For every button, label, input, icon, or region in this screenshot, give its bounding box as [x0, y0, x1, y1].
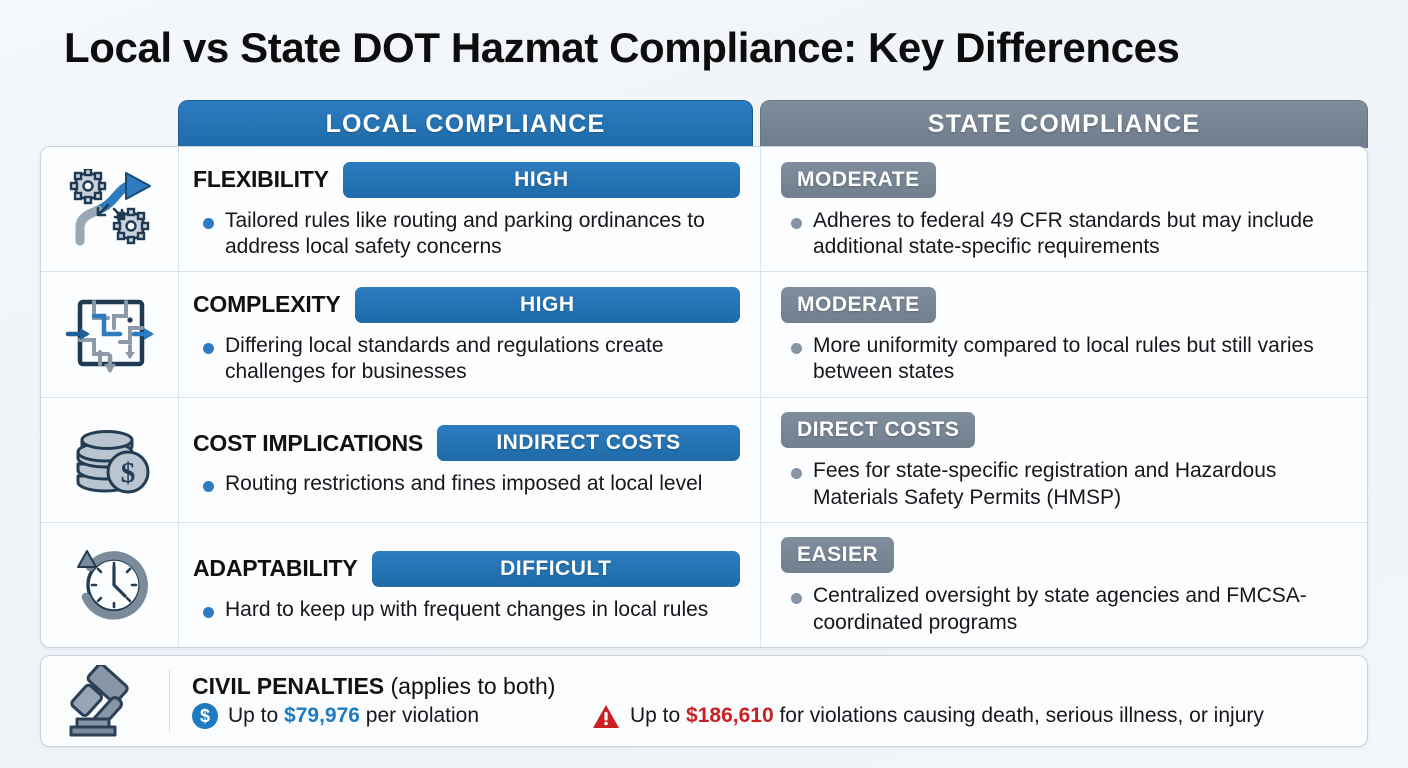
penalty-body	[170, 673, 1367, 729]
gears-winding-arrow-icon	[64, 169, 156, 249]
table-row	[41, 147, 1367, 272]
status-badge-line	[781, 162, 1347, 198]
bullet-text: Centralized oversight by state agencies and FMCSA-coordinated programs	[813, 584, 1307, 634]
bullet-dot-icon	[203, 607, 214, 618]
penalty-suffix: for violations causing death, serious illness, or injury	[773, 704, 1264, 727]
status-badge-state: MODERATE	[781, 287, 936, 323]
bullet-item	[193, 471, 740, 497]
bullet-dot-icon	[791, 343, 802, 354]
penalty-title-soft: (applies to both)	[390, 673, 556, 699]
penalty-prefix: Up to	[630, 704, 687, 727]
warning-triangle-icon	[592, 704, 620, 729]
gavel-icon-cell	[41, 665, 169, 737]
bullet-item	[781, 583, 1347, 636]
cell-state	[761, 272, 1367, 396]
bullet-text: Differing local standards and regulations create challenges for businesses	[225, 333, 664, 384]
status-badge-line	[781, 287, 1347, 323]
bullet-item	[781, 333, 1347, 386]
metric-label-line	[193, 551, 740, 587]
metric-label: ADAPTABILITY	[193, 555, 358, 582]
gavel-icon	[57, 665, 153, 737]
svg-text:$: $	[120, 456, 135, 489]
bullet-item	[781, 208, 1347, 261]
comparison-table	[40, 146, 1368, 648]
bullet-dot-icon	[203, 481, 214, 492]
table-row	[41, 523, 1367, 647]
penalty-suffix: per violation	[359, 704, 480, 727]
metric-label: FLEXIBILITY	[193, 166, 329, 193]
row-icon-cell	[41, 147, 179, 271]
column-header-state	[760, 100, 1368, 148]
row-icon-cell	[41, 272, 179, 396]
table-row	[41, 272, 1367, 397]
status-badge-local: HIGH	[355, 287, 740, 323]
cell-local	[179, 272, 761, 396]
penalty-text	[630, 704, 1264, 728]
cell-state	[761, 147, 1367, 271]
column-header-local-label: LOCAL COMPLIANCE	[325, 110, 606, 138]
status-badge-state: DIRECT COSTS	[781, 412, 975, 448]
bullet-item	[193, 208, 740, 261]
cell-state	[761, 398, 1367, 522]
metric-label-line	[193, 162, 740, 198]
civil-penalties-banner	[40, 655, 1368, 747]
bullet-text: More uniformity compared to local rules but still varies between states	[813, 333, 1314, 384]
penalty-item-violation	[192, 703, 592, 729]
metric-label: COMPLEXITY	[193, 291, 341, 318]
bullet-text: Fees for state-specific registration and Hazardous Materials Safety Permits (HMSP)	[813, 459, 1277, 509]
row-icon-cell	[41, 523, 179, 647]
clock-arrow-icon	[64, 545, 156, 625]
penalty-amount: $79,976	[284, 704, 360, 727]
bullet-text: Routing restrictions and fines imposed at local level	[225, 472, 703, 496]
cell-local	[179, 398, 761, 522]
page-title: Local vs State DOT Hazmat Compliance: Key Differences	[64, 24, 1180, 71]
metric-label-line	[193, 287, 740, 323]
bullet-text: Hard to keep up with frequent changes in local rules	[225, 597, 709, 621]
column-header-state-label: STATE COMPLIANCE	[927, 110, 1201, 138]
status-badge-local: HIGH	[343, 162, 740, 198]
bullet-text: Adheres to federal 49 CFR standards but may include additional state-specific requirements	[813, 208, 1314, 259]
dollar-coin-icon: $	[192, 703, 218, 729]
metric-label-line	[193, 425, 740, 461]
column-header-local	[178, 100, 753, 148]
coin-stack-icon	[64, 420, 156, 500]
status-badge-line	[781, 537, 1347, 573]
bullet-item	[781, 458, 1347, 511]
penalty-amount: $186,610	[686, 704, 774, 727]
penalty-title-bold: CIVIL PENALTIES	[192, 673, 385, 699]
status-badge-state: MODERATE	[781, 162, 936, 198]
status-badge-state: EASIER	[781, 537, 894, 573]
cell-state	[761, 523, 1367, 647]
bullet-item	[193, 333, 740, 386]
metric-label: COST IMPLICATIONS	[193, 429, 424, 456]
penalty-items	[192, 703, 1351, 729]
penalty-item-severe	[592, 704, 1264, 729]
penalty-prefix: Up to	[228, 704, 285, 727]
status-badge-local: DIFFICULT	[372, 551, 740, 587]
status-badge-line	[781, 412, 1347, 448]
row-icon-cell	[41, 398, 179, 522]
penalty-title	[192, 673, 1351, 700]
maze-icon	[64, 294, 156, 374]
penalty-text	[228, 704, 479, 728]
bullet-dot-icon	[203, 218, 214, 229]
bullet-dot-icon	[203, 343, 214, 354]
bullet-dot-icon	[791, 218, 802, 229]
cell-local	[179, 147, 761, 271]
bullet-text: Tailored rules like routing and parking ordinances to address local safety concerns	[225, 208, 705, 259]
bullet-dot-icon	[791, 593, 802, 604]
status-badge-local: INDIRECT COSTS	[437, 425, 740, 461]
cell-local	[179, 523, 761, 647]
table-row	[41, 398, 1367, 523]
bullet-dot-icon	[791, 468, 802, 479]
bullet-item	[193, 597, 740, 623]
